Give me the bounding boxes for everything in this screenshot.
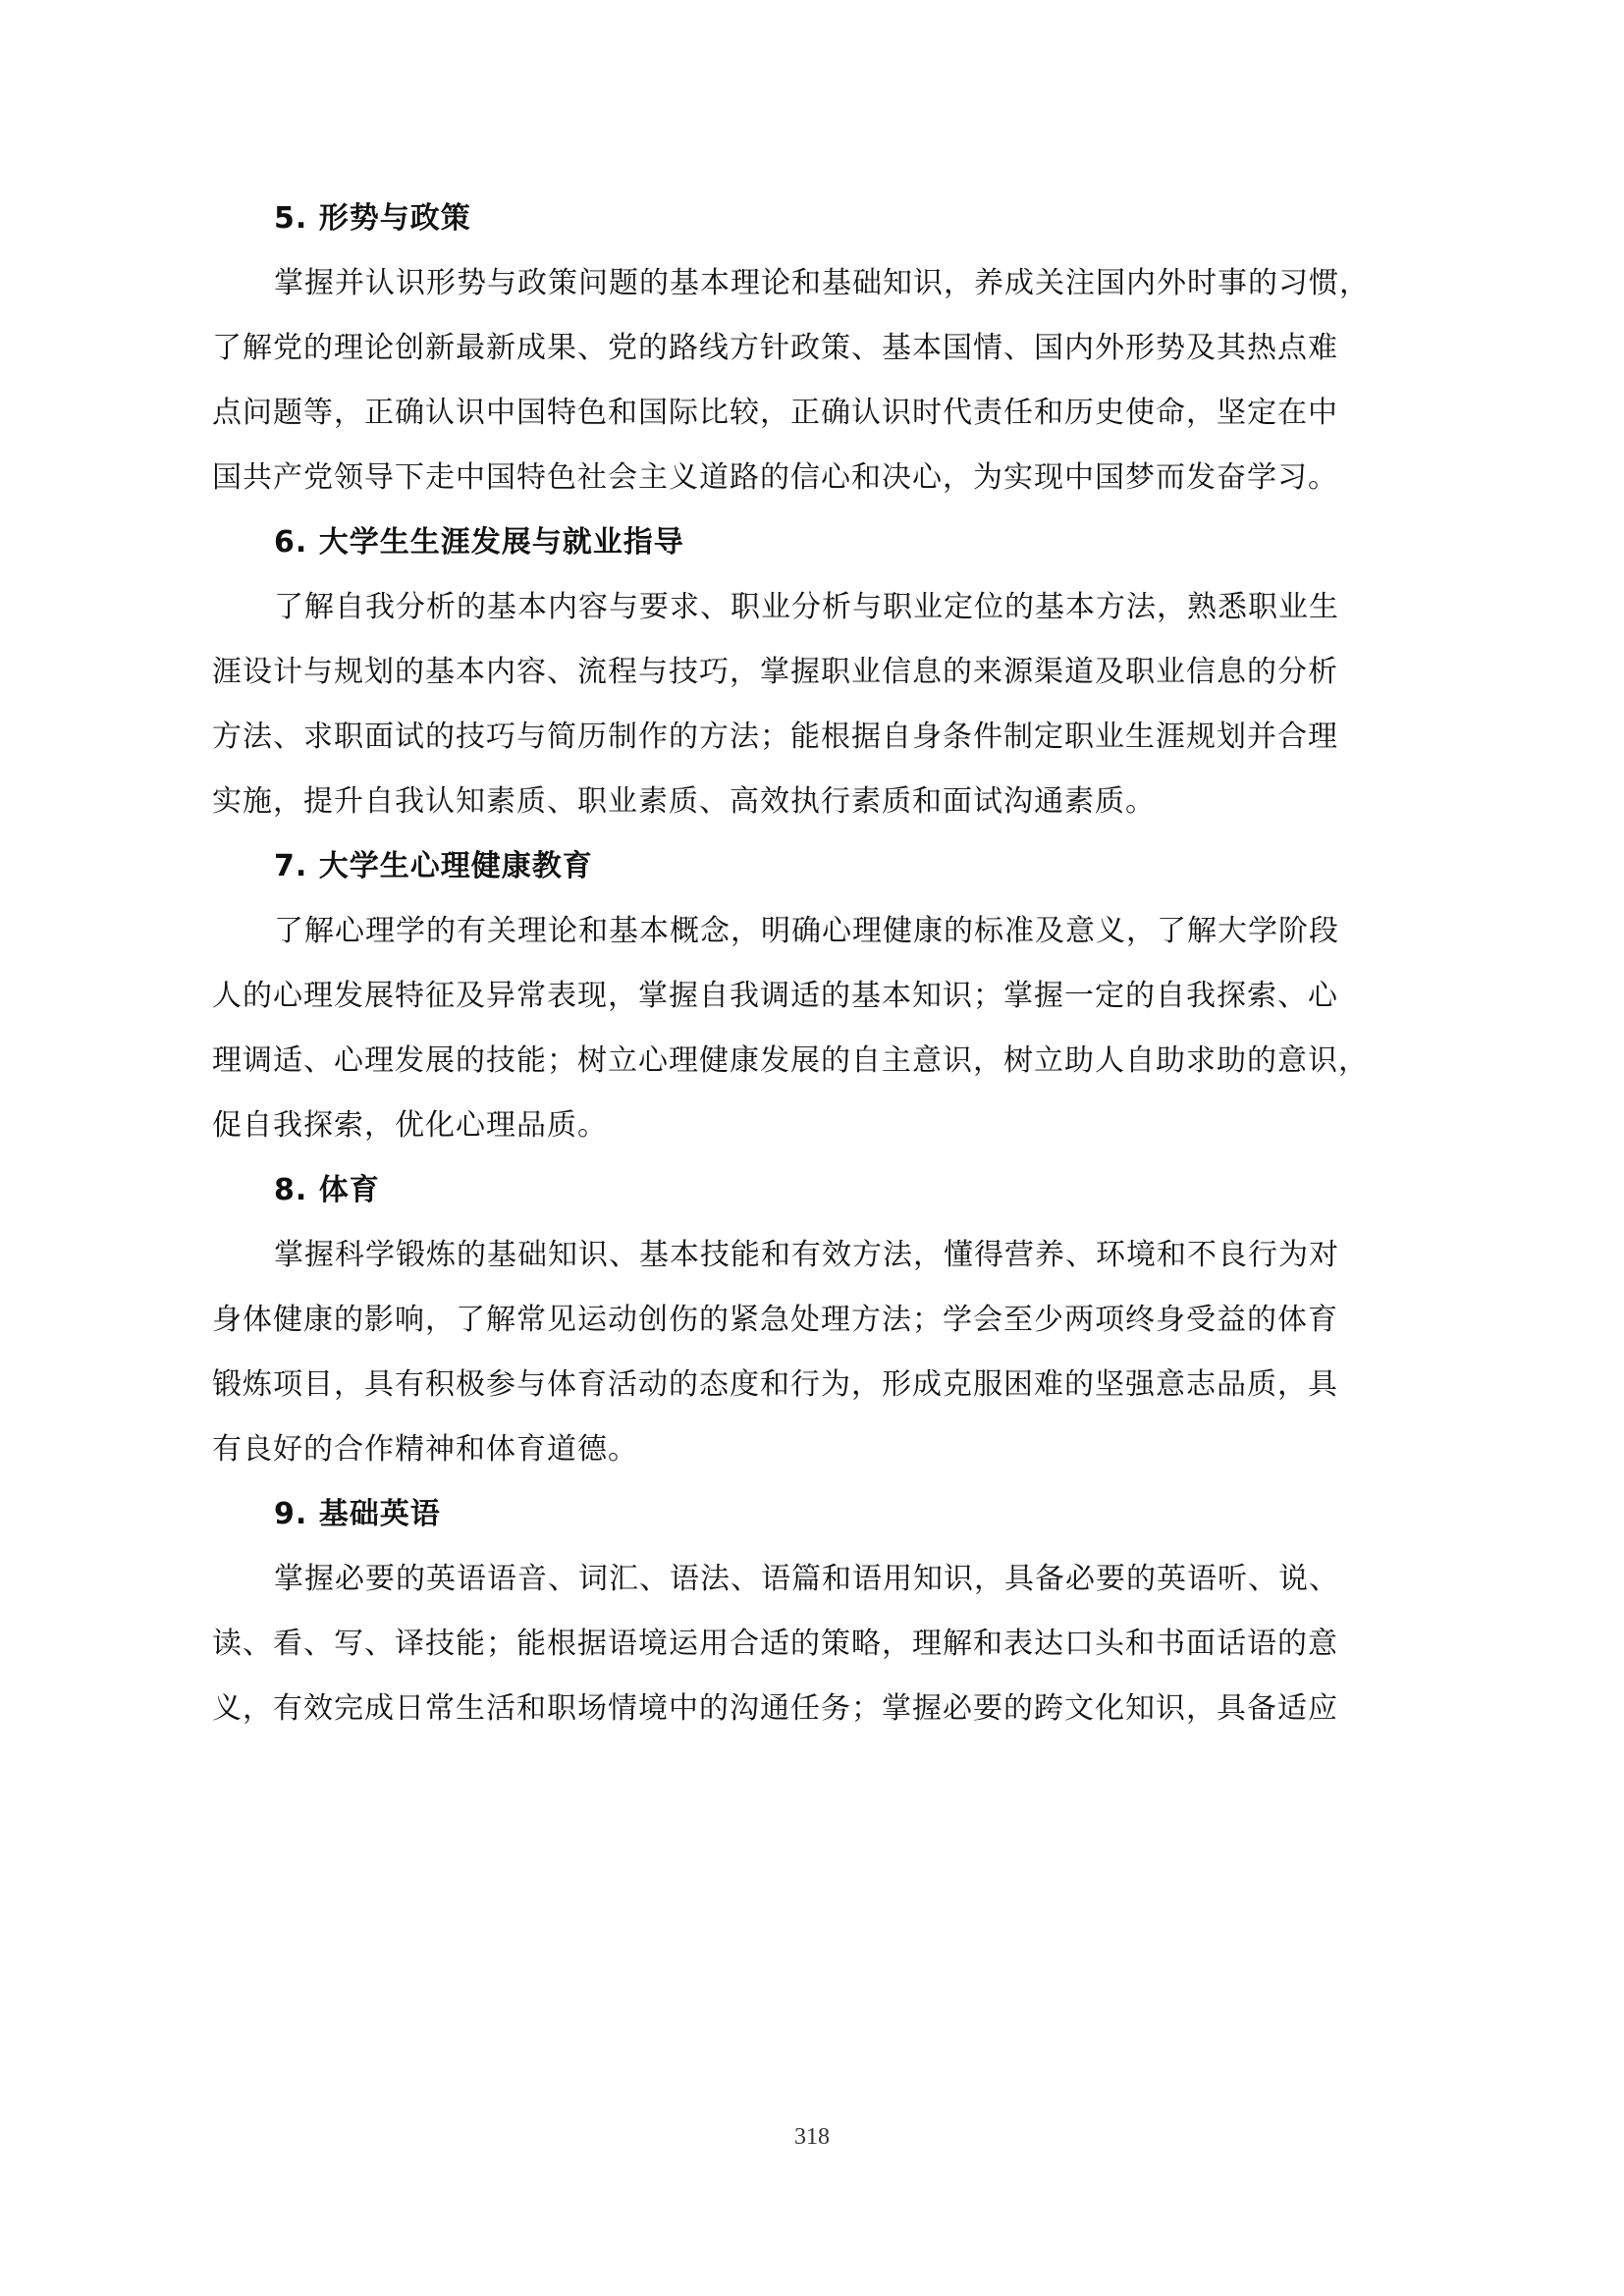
section-situation-policy [212, 187, 1439, 510]
section-career-guidance [212, 510, 1439, 834]
page-content [212, 187, 1439, 1741]
paragraph-line: 涯设计与规划的基本内容、流程与技巧，掌握职业信息的来源渠道及职业信息的分析 [212, 655, 1338, 689]
paragraph-line: 掌握并认识形势与政策问题的基本理论和基础知识，养成关注国内外时事的习惯， [274, 266, 1370, 300]
paragraph-line: 掌握科学锻炼的基础知识、基本技能和有效方法，懂得营养、环境和不良行为对 [274, 1238, 1339, 1272]
paragraph-line: 义，有效完成日常生活和职场情境中的沟通任务；掌握必要的跨文化知识，具备适应 [212, 1691, 1338, 1726]
paragraph-line: 身体健康的影响，了解常见运动创伤的紧急处理方法；学会至少两项终身受益的体育 [212, 1303, 1338, 1337]
section-mental-health [212, 834, 1439, 1158]
paragraph-line: 了解自我分析的基本内容与要求、职业分析与职业定位的基本方法，熟悉职业生 [274, 590, 1339, 624]
paragraph-line: 有良好的合作精神和体育道德。 [212, 1432, 638, 1467]
paragraph-line: 锻炼项目，具有积极参与体育活动的态度和行为，形成克服困难的坚强意志品质，具 [212, 1367, 1338, 1402]
section-paragraph [212, 899, 1439, 1158]
paragraph-line: 方法、求职面试的技巧与简历制作的方法；能根据自身条件制定职业生涯规划并合理 [212, 720, 1338, 754]
section-heading: 6. 大学生生涯发展与就业指导 [274, 525, 684, 560]
section-heading: 8. 体育 [274, 1173, 380, 1207]
paragraph-line: 点问题等，正确认识中国特色和国际比较，正确认识时代责任和历史使命，坚定在中 [212, 396, 1338, 430]
paragraph-line: 促自我探索，优化心理品质。 [212, 1108, 608, 1143]
section-paragraph [212, 1223, 1439, 1482]
section-heading: 7. 大学生心理健康教育 [274, 849, 593, 883]
section-heading: 5. 形势与政策 [274, 201, 471, 236]
section-paragraph [212, 251, 1439, 510]
paragraph-line: 实施，提升自我认知素质、职业素质、高效执行素质和面试沟通素质。 [212, 784, 1156, 819]
paragraph-line: 了解党的理论创新最新成果、党的路线方针政策、基本国情、国内外形势及其热点难 [212, 331, 1338, 365]
paragraph-line: 读、看、写、译技能；能根据语境运用合适的策略，理解和表达口头和书面话语的意 [212, 1627, 1338, 1661]
paragraph-line: 人的心理发展特征及异常表现，掌握自我调适的基本知识；掌握一定的自我探索、心 [212, 979, 1338, 1013]
section-paragraph [212, 1547, 1439, 1741]
paragraph-line: 国共产党领导下走中国特色社会主义道路的信心和决心，为实现中国梦而发奋学习。 [212, 460, 1338, 495]
paragraph-line: 掌握必要的英语语音、词汇、语法、语篇和语用知识，具备必要的英语听、说、 [274, 1562, 1339, 1596]
section-basic-english [212, 1482, 1439, 1741]
section-paragraph [212, 575, 1439, 834]
paragraph-line: 理调适、心理发展的技能；树立心理健康发展的自主意识，树立助人自助求助的意识， [212, 1043, 1369, 1078]
section-physical-education [212, 1158, 1439, 1482]
section-heading: 9. 基础英语 [274, 1497, 441, 1531]
paragraph-line: 了解心理学的有关理论和基本概念，明确心理健康的标准及意义，了解大学阶段 [274, 914, 1339, 948]
page-number: 318 [794, 2124, 830, 2150]
